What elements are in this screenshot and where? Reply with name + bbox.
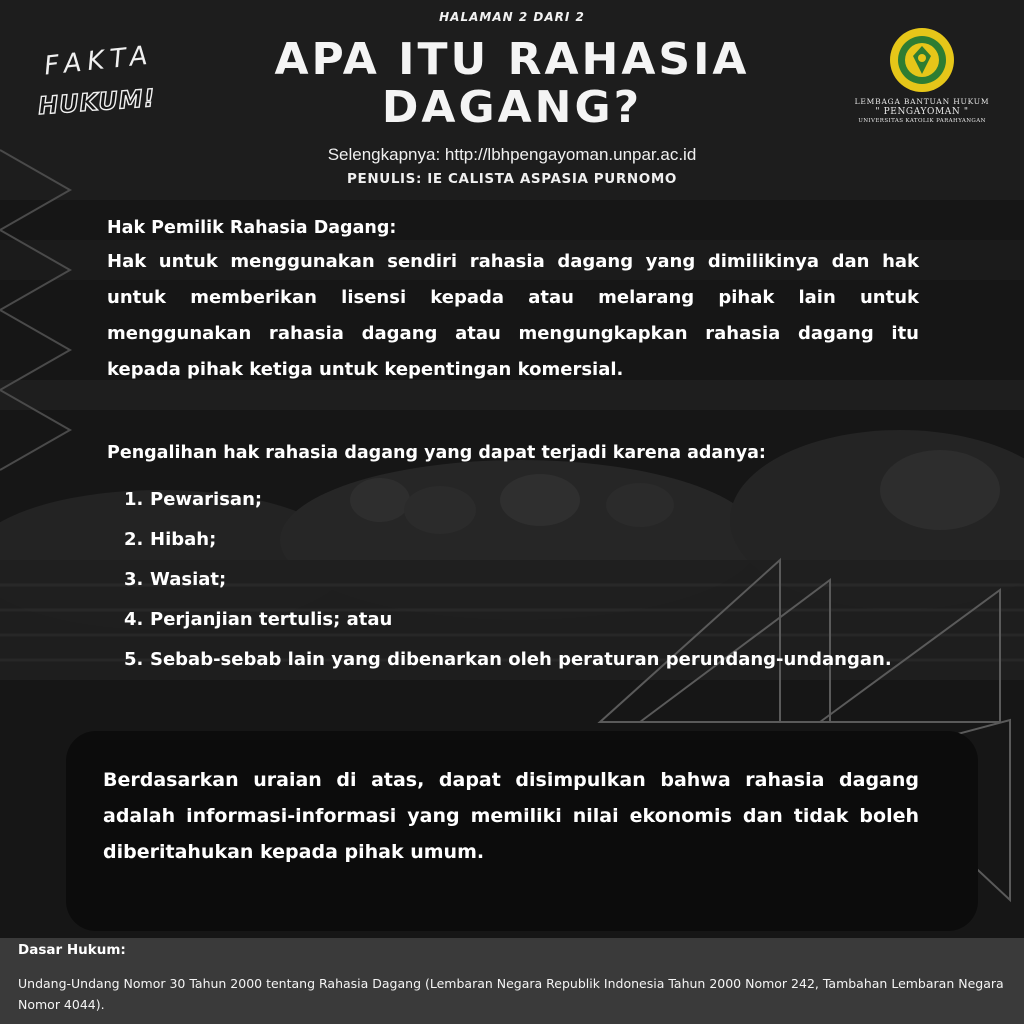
list-text: Wasiat; bbox=[150, 569, 227, 590]
page-indicator: HALAMAN 2 DARI 2 bbox=[439, 10, 585, 24]
summary-text: Berdasarkan uraian di atas, dapat disimpulkan bahwa rahasia dagang adalah informasi-informasi yang memiliki nilai ekonomis dan tidak boleh diberitahukan kepada pihak umum. bbox=[103, 769, 919, 863]
list-text: Perjanjian tertulis; atau bbox=[150, 609, 393, 630]
list-item bbox=[124, 642, 922, 678]
list-text: Hibah; bbox=[150, 529, 217, 550]
rights-heading: Hak Pemilik Rahasia Dagang: bbox=[107, 218, 397, 238]
list-number: 1. bbox=[124, 489, 144, 510]
list-number: 5. bbox=[124, 649, 144, 670]
website-link[interactable]: Selengkapnya: http://lbhpengayoman.unpar.ac.id bbox=[327, 145, 697, 164]
list-number: 2. bbox=[124, 529, 144, 550]
rights-body: Hak untuk menggunakan sendiri rahasia dagang yang dimilikinya dan hak untuk memberikan lisensi kepada atau melarang pihak lain untuk menggunakan rahasia dagang atau mengungkapkan rahasia dagang itu kepada pihak ketiga untuk kepentingan komersial. bbox=[107, 251, 919, 380]
org-line-1: LEMBAGA BANTUAN HUKUM bbox=[854, 97, 990, 106]
page-title: APA ITU RAHASIA DAGANG? bbox=[274, 34, 750, 133]
org-line-3: UNIVERSITAS KATOLIK PARAHYANGAN bbox=[858, 118, 986, 124]
transfer-heading: Pengalihan hak rahasia dagang yang dapat terjadi karena adanya: bbox=[107, 443, 766, 463]
legal-basis-text: Undang-Undang Nomor 30 Tahun 2000 tentang Rahasia Dagang (Lembaran Negara Republik Indonesia Tahun 2000 Nomor 242, Tambahan Lembaran Negara Nomor 4044). bbox=[18, 976, 1004, 1012]
list-item bbox=[124, 482, 922, 518]
badge-fakta: FAKTA bbox=[42, 40, 155, 82]
university-seal-icon bbox=[888, 26, 956, 94]
badge-hukum: HUKUM! bbox=[37, 83, 157, 121]
transfer-list bbox=[124, 482, 922, 682]
list-item bbox=[124, 522, 922, 558]
list-item bbox=[124, 562, 922, 598]
list-number: 4. bbox=[124, 609, 144, 630]
list-text: Pewarisan; bbox=[150, 489, 263, 510]
list-number: 3. bbox=[124, 569, 144, 590]
organization-name bbox=[852, 97, 992, 124]
author-credit: PENULIS: IE CALISTA ASPASIA PURNOMO bbox=[347, 171, 677, 187]
list-text: Sebab-sebab lain yang dibenarkan oleh peraturan perundang-undangan. bbox=[150, 649, 892, 670]
list-item bbox=[124, 602, 922, 638]
org-line-2: " PENGAYOMAN " bbox=[875, 107, 969, 117]
legal-basis-heading: Dasar Hukum: bbox=[18, 942, 126, 958]
